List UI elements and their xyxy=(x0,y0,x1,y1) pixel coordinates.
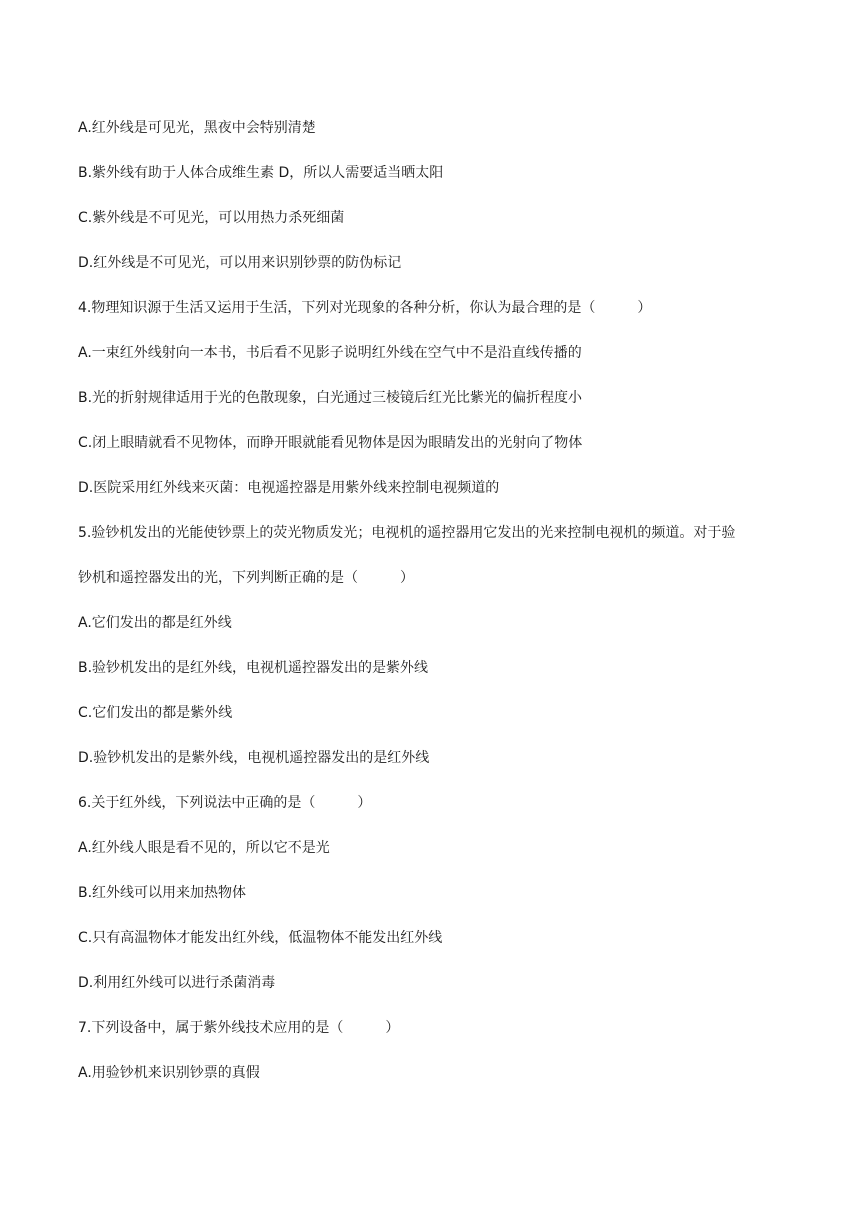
option-c-q5: C.它们发出的都是紫外线 xyxy=(78,705,233,721)
option-a-q7: A.用验钞机来识别钞票的真假 xyxy=(78,1065,260,1081)
option-a-q6: A.红外线人眼是看不见的，所以它不是光 xyxy=(78,840,330,856)
option-b-q6: B.红外线可以用来加热物体 xyxy=(78,885,247,901)
option-c-q6: C.只有高温物体才能发出红外线，低温物体不能发出红外线 xyxy=(78,930,443,946)
question-4: 4.物理知识源于生活又运用于生活，下列对光现象的各种分析，你认为最合理的是（ ） xyxy=(78,300,652,316)
option-d-q3: D.红外线是不可见光，可以用来识别钞票的防伪标记 xyxy=(78,255,402,271)
question-5-line-2: 钞机和遥控器发出的光，下列判断正确的是（ ） xyxy=(78,570,414,586)
option-b-q3: B.紫外线有助于人体合成维生素 D，所以人需要适当晒太阳 xyxy=(78,165,444,181)
option-c-q3: C.紫外线是不可见光，可以用热力杀死细菌 xyxy=(78,210,345,226)
question-6: 6.关于红外线，下列说法中正确的是（ ） xyxy=(78,795,372,811)
option-a-q3: A.红外线是可见光，黑夜中会特别清楚 xyxy=(78,120,316,136)
option-a-q4: A.一束红外线射向一本书，书后看不见影子说明红外线在空气中不是沿直线传播的 xyxy=(78,345,582,361)
option-d-q5: D.验钞机发出的是紫外线，电视机遥控器发出的是红外线 xyxy=(78,750,430,766)
option-d-q6: D.利用红外线可以进行杀菌消毒 xyxy=(78,975,276,991)
option-b-q5: B.验钞机发出的是红外线，电视机遥控器发出的是紫外线 xyxy=(78,660,429,676)
question-5-line-1: 5.验钞机发出的光能使钞票上的荧光物质发光；电视机的遥控器用它发出的光来控制电视机的频道。对于验 xyxy=(78,525,736,541)
option-d-q4: D.医院采用红外线来灭菌：电视遥控器是用紫外线来控制电视频道的 xyxy=(78,480,500,496)
question-7: 7.下列设备中，属于紫外线技术应用的是（ ） xyxy=(78,1020,400,1036)
option-b-q4: B.光的折射规律适用于光的色散现象，白光通过三棱镜后红光比紫光的偏折程度小 xyxy=(78,390,583,406)
option-a-q5: A.它们发出的都是红外线 xyxy=(78,615,232,631)
option-c-q4: C.闭上眼睛就看不见物体，而睁开眼就能看见物体是因为眼睛发出的光射向了物体 xyxy=(78,435,583,451)
